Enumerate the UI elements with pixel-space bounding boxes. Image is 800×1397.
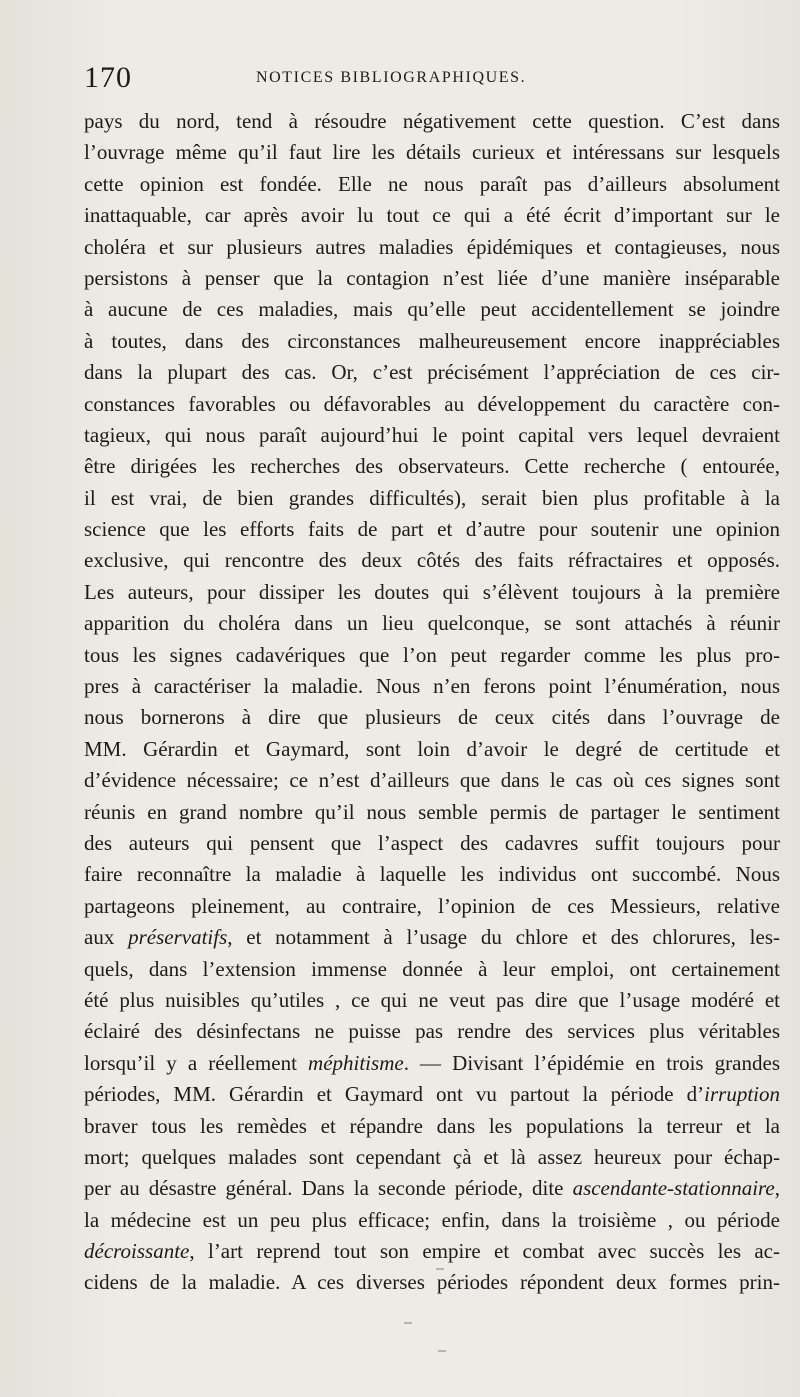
text-line — [84, 954, 780, 985]
italic-text: méphitisme — [308, 1050, 404, 1075]
running-head: NOTICES BIBLIOGRAPHIQUES. — [256, 69, 527, 86]
italic-text: préservatifs — [128, 925, 228, 950]
text-segment: inattaquable, car après avoir lu tout ce qui a été écrit d’important sur le — [84, 203, 780, 228]
page-header — [84, 60, 780, 96]
text-segment: apparition du choléra dans un lieu quelconque, se sont attachés à réunir — [84, 611, 780, 636]
text-line — [84, 483, 780, 514]
text-line — [84, 734, 780, 765]
text-segment: tous les signes cadavériques que l’on peut regarder comme les plus pro- — [84, 642, 780, 667]
text-line — [84, 765, 780, 796]
italic-text: ascendante-stationnaire — [572, 1176, 775, 1201]
text-segment: éclairé des désinfectans ne puisse pas rendre des services plus véritables — [84, 1019, 780, 1044]
text-segment: l’ouvrage même qu’il faut lire les détails curieux et intéressans sur lesquels — [84, 140, 780, 165]
text-line — [84, 1111, 780, 1142]
text-segment: per au désastre général. Dans la seconde période, dite — [84, 1176, 573, 1201]
text-line — [84, 671, 780, 702]
text-segment: dans la plupart des cas. Or, c’est précisément l’appréciation de ces cir- — [84, 360, 780, 385]
text-segment: partageons pleinement, au contraire, l’opinion de ces Messieurs, relative — [84, 893, 780, 918]
text-segment: mort; quelques malades sont cependant çà et là assez heureux pour échap- — [84, 1144, 780, 1169]
text-line — [84, 357, 780, 388]
text-line — [84, 389, 780, 420]
text-segment: braver tous les remèdes et répandre dans les populations la terreur et la — [84, 1113, 780, 1138]
text-line — [84, 891, 780, 922]
text-segment: choléra et sur plusieurs autres maladies épidémiques et contagieuses, nous — [84, 234, 780, 259]
text-segment: . — Divisant l’épidémie en trois grandes — [403, 1050, 780, 1075]
text-line — [84, 200, 780, 231]
text-segment: exclusive, qui rencontre des deux côtés des faits réfractaires et opposés. — [84, 548, 780, 573]
text-line — [84, 232, 780, 263]
text-line — [84, 451, 780, 482]
italic-text: irruption — [704, 1082, 780, 1107]
text-line — [84, 1016, 780, 1047]
text-segment: à toutes, dans des circonstances malheureusement encore inappréciables — [84, 328, 780, 353]
text-segment: été plus nuisibles qu’utiles , ce qui ne veut pas dire que l’usage modéré et — [84, 987, 780, 1012]
text-line — [84, 514, 780, 545]
paper-speck — [436, 1268, 444, 1270]
text-segment: à aucune de ces maladies, mais qu’elle peut accidentellement se joindre — [84, 297, 780, 322]
text-line — [84, 859, 780, 890]
text-segment: faire reconnaître la maladie à laquelle les individus ont succombé. Nous — [84, 862, 780, 887]
paper-speck — [438, 1350, 446, 1352]
text-segment: , — [774, 1176, 780, 1201]
text-segment: la médecine est un peu plus efficace; enfin, dans la troisième , ou période — [84, 1207, 780, 1232]
paper-speck — [404, 1322, 412, 1324]
text-segment: constances favorables ou défavorables au développement du caractère con- — [84, 391, 780, 416]
text-segment: MM. Gérardin et Gaymard, sont loin d’avoir le degré de certitude et — [84, 736, 780, 761]
text-line — [84, 702, 780, 733]
text-segment: périodes, MM. Gérardin et Gaymard ont vu partout la période d’ — [84, 1082, 705, 1107]
text-line — [84, 1173, 780, 1204]
text-line — [84, 137, 780, 168]
text-line — [84, 640, 780, 671]
text-segment: quels, dans l’extension immense donnée à leur emploi, ont certainement — [84, 956, 780, 981]
text-segment: d’évidence nécessaire; ce n’est d’ailleurs que dans le cas où ces signes sont — [84, 768, 780, 793]
text-line — [84, 263, 780, 294]
text-line — [84, 797, 780, 828]
text-segment: être dirigées les recherches des observateurs. Cette recherche ( entourée, — [84, 454, 780, 479]
text-segment: science que les efforts faits de part et d’autre pour soutenir une opinion — [84, 517, 780, 542]
text-segment: cidens de la maladie. A ces diverses périodes répondent deux formes prin- — [84, 1270, 780, 1295]
text-segment: il est vrai, de bien grandes difficultés), serait bien plus profitable à la — [84, 485, 780, 510]
text-segment: pres à caractériser la maladie. Nous n’en ferons point l’énumération, nous — [84, 674, 780, 699]
text-segment: , l’art reprend tout son empire et combat avec succès les ac- — [189, 1239, 780, 1264]
text-line — [84, 326, 780, 357]
text-segment: tagieux, qui nous paraît aujourd’hui le point capital vers lequel devraient — [84, 422, 780, 447]
text-line — [84, 985, 780, 1016]
text-segment: cette opinion est fondée. Elle ne nous paraît pas d’ailleurs absolument — [84, 171, 780, 196]
text-line — [84, 1267, 780, 1298]
text-line — [84, 545, 780, 576]
body-text — [84, 106, 780, 1299]
text-line — [84, 294, 780, 325]
text-line — [84, 828, 780, 859]
text-segment: , et notamment à l’usage du chlore et des chlorures, les- — [227, 925, 780, 950]
text-segment: pays du nord, tend à résoudre négativement cette question. C’est dans — [84, 109, 780, 133]
text-segment: réunis en grand nombre qu’il nous semble permis de partager le sentiment — [84, 799, 780, 824]
text-segment: aux — [84, 925, 129, 950]
text-line — [84, 922, 780, 953]
text-line — [84, 1205, 780, 1236]
italic-text: décroissante — [84, 1239, 190, 1264]
text-segment: nous bornerons à dire que plusieurs de ceux cités dans l’ouvrage de — [84, 705, 780, 730]
text-line — [84, 577, 780, 608]
text-segment: lorsqu’il y a réellement — [84, 1050, 309, 1075]
text-line — [84, 608, 780, 639]
text-line — [84, 169, 780, 200]
page-number: 170 — [84, 61, 132, 94]
text-line — [84, 420, 780, 451]
text-segment: persistons à penser que la contagion n’est liée d’une manière inséparable — [84, 265, 780, 290]
text-segment: des auteurs qui pensent que l’aspect des cadavres suffit toujours pour — [84, 830, 780, 855]
text-segment: Les auteurs, pour dissiper les doutes qui s’élèvent toujours à la première — [84, 579, 780, 604]
text-line — [84, 1142, 780, 1173]
text-line — [84, 106, 780, 137]
text-line — [84, 1236, 780, 1267]
text-line — [84, 1048, 780, 1079]
text-line — [84, 1079, 780, 1110]
